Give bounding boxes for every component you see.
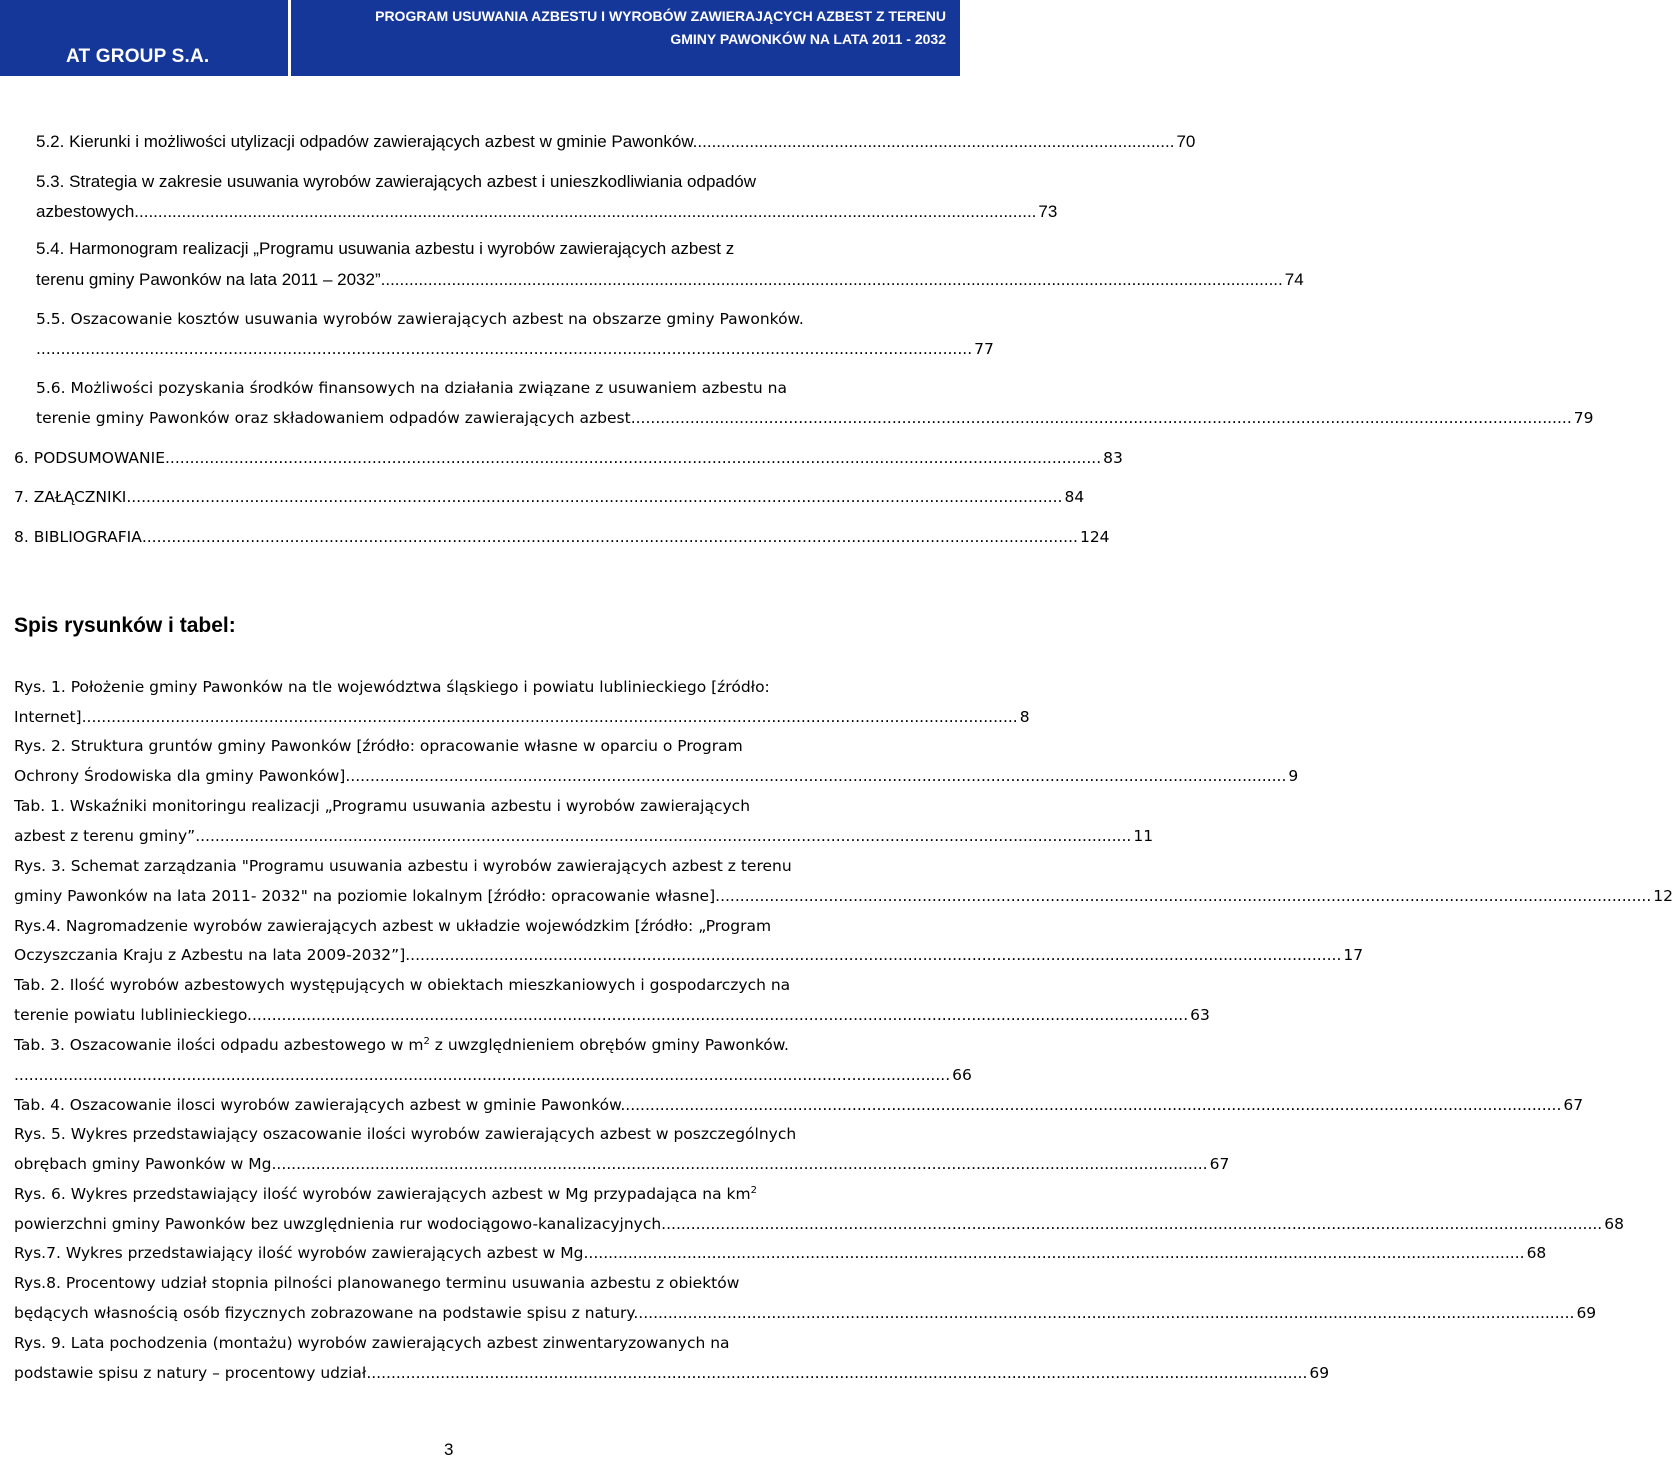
figure-entry[interactable] (14, 767, 1299, 785)
leader-dots: .............................................................................................................................................................................................. (165, 449, 1102, 467)
figure-entry-page: 67 (1209, 1155, 1230, 1173)
toc-entry[interactable] (36, 270, 1304, 290)
leader-dots: .............................................................................................................................................................................................. (271, 1155, 1208, 1173)
toc-entry[interactable] (14, 528, 1110, 546)
figure-entry[interactable] (14, 1244, 1547, 1262)
toc-entry-title[interactable]: 5.6. Możliwości pozyskania środków finansowych na działania związane z usuwaniem azbestu na (36, 379, 788, 397)
figure-entry-page: 67 (1563, 1096, 1584, 1114)
figure-entry-title: Tab. 4. Oszacowanie ilosci wyrobów zawierających azbest w gminie Pawonków. (14, 1096, 626, 1114)
toc-entry-title: terenu gminy Pawonków na lata 2011 – 2032”. (36, 270, 386, 289)
figure-entry[interactable] (14, 827, 1154, 845)
figure-entry-page: 69 (1309, 1364, 1330, 1382)
leader-dots: .............................................................................................................................................................................................. (588, 1244, 1525, 1262)
figure-entry-title: terenie powiatu lublinieckiego. (14, 1006, 252, 1024)
leader-dots: .............................................................................................................................................................................................. (139, 202, 1037, 221)
figure-entry-title[interactable]: Tab. 3. Oszacowanie ilości odpadu azbestowego w $m^2$ z uwzględnieniem obrębów gminy Pawonków. (14, 1035, 789, 1054)
figure-entry-title[interactable]: Rys.4. Nagromadzenie wyrobów zawierających azbest w układzie wojewódzkim [źródło: „Program (14, 917, 772, 935)
leader-dots: .............................................................................................................................................................................................. (81, 708, 1018, 726)
toc-entry-title[interactable]: 5.4. Harmonogram realizacji „Programu usuwania azbestu i wyrobów zawierających azbest z (36, 239, 735, 258)
figure-entry[interactable] (14, 1215, 1624, 1233)
figure-entry-page: 68 (1604, 1215, 1624, 1233)
leader-dots: .............................................................................................................................................................................................. (141, 528, 1078, 546)
leader-dots: .............................................................................................................................................................................................. (666, 1215, 1603, 1233)
toc-entry-title: azbestowych. (36, 202, 139, 221)
toc-entry[interactable] (36, 409, 1594, 427)
leader-dots: .............................................................................................................................................................................................. (371, 1364, 1308, 1382)
leader-dots: .............................................................................................................................................................................................. (638, 1304, 1575, 1322)
page-number: 3 (444, 1440, 454, 1459)
figure-entry-title: azbest z terenu gminy” (14, 827, 196, 845)
toc-entry-page: 124 (1079, 528, 1110, 546)
leader-dots: .............................................................................................................................................................................................. (635, 409, 1572, 427)
figure-entry-title[interactable]: Rys. 6. Wykres przedstawiający ilość wyrobów zawierających azbest w Mg przypadająca na $km^2$ (14, 1184, 757, 1203)
figure-entry[interactable] (14, 708, 1030, 726)
figure-entry-page: 63 (1190, 1006, 1210, 1024)
figure-entry[interactable] (14, 946, 1364, 964)
figure-entry-page: 9 (1288, 767, 1299, 785)
company-name: AT GROUP S.A. (66, 46, 210, 67)
figure-entry-title: Internet] (14, 708, 82, 726)
figure-entry-title[interactable]: Tab. 1. Wskaźniki monitoringu realizacji „Programu usuwania azbestu i wyrobów zawierających (14, 797, 751, 815)
figure-entry-title: Oczyszczania Kraju z Azbestu na lata 2009-2032”] (14, 946, 406, 964)
leader-dots: .............................................................................................................................................................................................. (251, 1006, 1189, 1024)
figure-entry-title[interactable]: Rys. 1. Położenie gminy Pawonków na tle województwa śląskiego i powiatu lublinieckiego [źródło: (14, 678, 770, 696)
toc-entry[interactable] (14, 449, 1123, 467)
leader-dots: .............................................................................................................................................................................................. (36, 340, 973, 358)
figure-entry-page: 17 (1343, 946, 1364, 964)
figure-entry-title[interactable]: Rys.8. Procentowy udział stopnia pilności planowanego terminu usuwania azbestu z obiektów (14, 1274, 740, 1292)
figure-entry-title: obrębach gminy Pawonków w Mg (14, 1155, 272, 1173)
toc-entry[interactable] (36, 340, 994, 358)
leader-dots: .............................................................................................................................................................................................. (715, 887, 1652, 905)
figure-entry-page: 11 (1133, 827, 1154, 845)
figure-entry[interactable] (14, 1006, 1210, 1024)
company-logo-box (0, 0, 288, 76)
figure-entry-title: Rys.7. Wykres przedstawiający ilość wyrobów zawierających azbest w Mg. (14, 1244, 589, 1262)
toc-entry-page: 83 (1103, 449, 1123, 467)
toc-entry-title: terenie gminy Pawonków oraz składowaniem odpadów zawierających azbest. (36, 409, 636, 427)
leader-dots: .............................................................................................................................................................................................. (126, 488, 1063, 506)
toc-entry-title: 8. BIBLIOGRAFIA (14, 528, 142, 546)
toc-entry-page: 79 (1573, 409, 1594, 427)
figure-entry-title[interactable]: Rys. 5. Wykres przedstawiający oszacowanie ilości wyrobów zawierających azbest w poszczególnych (14, 1125, 797, 1143)
leader-dots: .............................................................................................................................................................................................. (405, 946, 1342, 964)
figure-entry-page: 69 (1576, 1304, 1597, 1322)
toc-entry-title[interactable]: 5.3. Strategia w zakresie usuwania wyrobów zawierających azbest i unieszkodliwiania odpadów (36, 172, 757, 191)
figure-entry[interactable] (14, 1066, 972, 1084)
figure-entry-title: podstawie spisu z natury – procentowy udział. (14, 1364, 372, 1382)
figure-entry-title[interactable]: Rys. 3. Schemat zarządzania "Programu usuwania azbestu i wyrobów zawierających azbest z terenu (14, 857, 792, 875)
toc-entry-title: 7. ZAŁĄCZNIKI (14, 488, 127, 506)
leader-dots: ..................................................................................................... (697, 132, 1175, 151)
superscript: 2 (423, 1035, 430, 1047)
toc-entry[interactable] (36, 202, 1058, 222)
toc-entry-page: 70 (1176, 132, 1196, 151)
toc-entry[interactable] (14, 488, 1085, 506)
toc-entry-title: 6. PODSUMOWANIE (14, 449, 165, 467)
toc-entry-page: 84 (1064, 488, 1085, 506)
header-title-line1: PROGRAM USUWANIA AZBESTU I WYROBÓW ZAWIERAJĄCYCH AZBEST Z TERENU (375, 8, 946, 24)
figure-entry[interactable] (14, 1304, 1597, 1322)
figure-entry-page: 68 (1526, 1244, 1547, 1262)
section-title: Spis rysunków i tabel: (14, 614, 236, 637)
figure-entry-title: będących własnością osób fizycznych zobrazowane na podstawie spisu z natury. (14, 1304, 639, 1322)
superscript: 2 (750, 1184, 757, 1196)
figure-entry-title: Ochrony Środowiska dla gminy Pawonków]. (14, 767, 351, 785)
toc-entry-title[interactable]: 5.5. Oszacowanie kosztów usuwania wyrobów zawierających azbest na obszarze gminy Pawonków. (36, 310, 804, 328)
leader-dots: .............................................................................................................................................................................................. (14, 1066, 951, 1084)
figure-entry-title: gminy Pawonków na lata 2011- 2032" na poziomie lokalnym [źródło: opracowanie własne] (14, 887, 716, 905)
leader-dots: .............................................................................................................................................................................................. (350, 767, 1287, 785)
toc-entry-page: 77 (974, 340, 994, 358)
leader-dots: .............................................................................................................................................................................................. (625, 1096, 1562, 1114)
figure-entry[interactable] (14, 1096, 1584, 1114)
leader-dots: .............................................................................................................................................................................................. (385, 270, 1283, 289)
header-title-box (291, 0, 960, 76)
toc-entry-page: 74 (1284, 270, 1304, 289)
toc-entry-title: 5.2. Kierunki i możliwości utylizacji odpadów zawierających azbest w gminie Pawonków. (36, 132, 698, 151)
figure-entry-page: 66 (952, 1066, 972, 1084)
header-title-line2: GMINY PAWONKÓW NA LATA 2011 - 2032 (670, 31, 946, 47)
figure-entry-page: 12 (1653, 887, 1673, 905)
figure-entry-title[interactable]: Tab. 2. Ilość wyrobów azbestowych występujących w obiektach mieszkaniowych i gospodarczych na (14, 976, 791, 994)
toc-entry[interactable] (36, 132, 1196, 152)
figure-entry-title[interactable]: Rys. 9. Lata pochodzenia (montażu) wyrobów zawierających azbest zinwentaryzowanych na (14, 1334, 730, 1352)
figure-entry-title[interactable]: Rys. 2. Struktura gruntów gminy Pawonków [źródło: opracowanie własne w oparciu o Program (14, 737, 743, 755)
figure-entry[interactable] (14, 887, 1673, 905)
figure-entry-page: 8 (1019, 708, 1030, 726)
figure-entry[interactable] (14, 1155, 1230, 1173)
toc-entry-page: 73 (1038, 202, 1058, 221)
leader-dots: .............................................................................................................................................................................................. (195, 827, 1132, 845)
figure-entry-title: powierzchni gminy Pawonków bez uwzględnienia rur wodociągowo-kanalizacyjnych. (14, 1215, 667, 1233)
figure-entry[interactable] (14, 1364, 1330, 1382)
page-header (0, 0, 960, 76)
